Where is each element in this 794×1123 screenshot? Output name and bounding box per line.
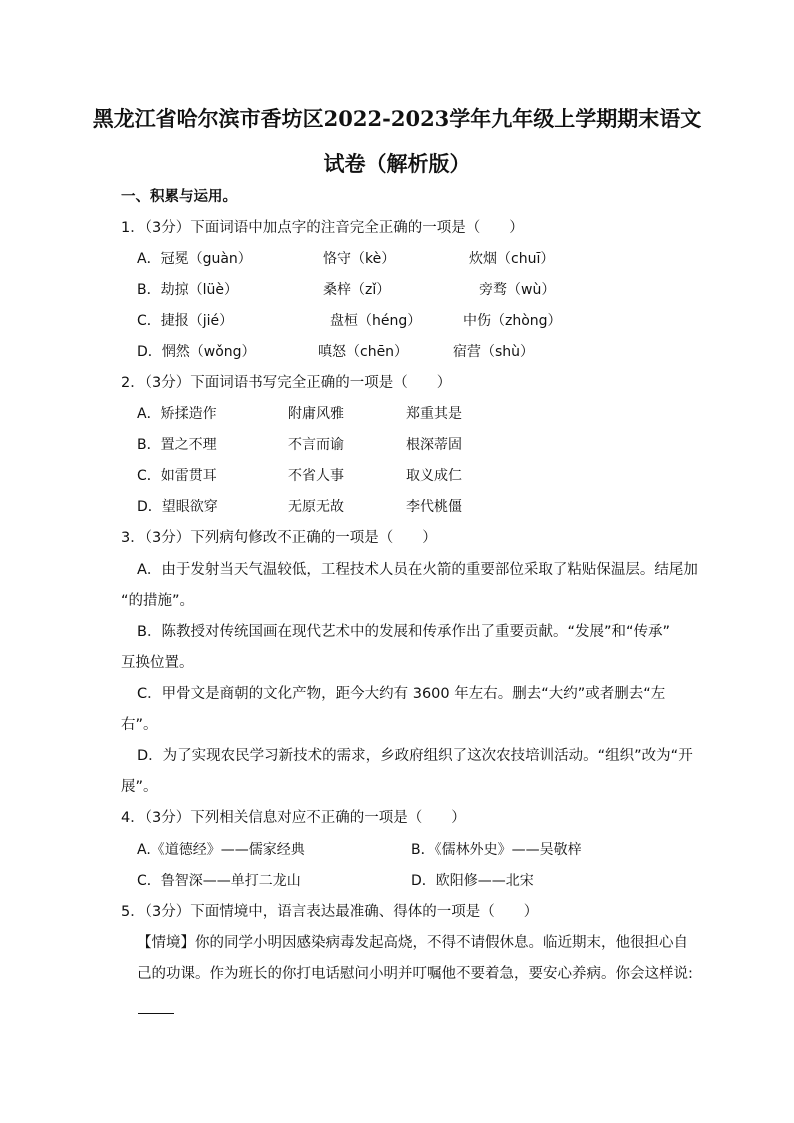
- section-heading: 一、积累与运用。: [121, 189, 237, 205]
- q3-option-d-line-2: 展”。: [121, 779, 158, 795]
- q1-option-a-word-3: 炊烟（chuī）: [469, 251, 555, 267]
- question-3-stem: 3．（3分）下列病句修改不正确的一项是（ ）: [121, 530, 437, 546]
- document-title-line-1: 黑龙江省哈尔滨市香坊区2022-2023学年九年级上学期期末语文: [92, 106, 702, 131]
- question-4-stem: 4．（3分）下列相关信息对应不正确的一项是（ ）: [121, 810, 466, 826]
- q2-option-c: C．如雷贯耳: [137, 468, 217, 484]
- q5-context-line-2: 己的功课。作为班长的你打电话慰问小明并叮嘱他不要着急，要安心养病。你会这样说:: [137, 966, 693, 982]
- q2-option-b-word-2: 不言而谕: [288, 437, 344, 453]
- q4-option-c: C．鲁智深——单打二龙山: [137, 873, 301, 889]
- answer-blank-line: [138, 1013, 174, 1014]
- q2-option-a-word-2: 附庸风雅: [288, 406, 344, 422]
- q1-option-d-word-3: 宿营（shù）: [453, 344, 535, 360]
- q3-option-b-line-1: B．陈教授对传统国画在现代艺术中的发展和传承作出了重要贡献。“发展”和“传承”: [137, 624, 670, 640]
- q4-option-b: B．《儒林外史》——吴敬梓: [411, 842, 582, 858]
- q1-option-a: A．冠冕（guàn）: [137, 251, 252, 267]
- q3-option-a-line-1: A．由于发射当天气温较低，工程技术人员在火箭的重要部位采取了粘贴保温层。结尾加: [137, 562, 698, 578]
- q3-option-a-line-2: “的措施”。: [121, 593, 195, 609]
- q2-option-d-word-3: 李代桃僵: [406, 499, 462, 515]
- q1-option-d-word-2: 嗔怒（chēn）: [318, 344, 409, 360]
- q1-option-c-word-3: 中伤（zhòng）: [463, 313, 562, 329]
- document-title-line-2: 试卷（解析版）: [323, 151, 471, 176]
- q1-option-b: B．劫掠（lüè）: [137, 282, 238, 298]
- q2-option-a: A．矫揉造作: [137, 406, 217, 422]
- q3-option-c-line-1: C．甲骨文是商朝的文化产物，距今大约有 3600 年左右。删去“大约”或者删去“左: [137, 686, 666, 702]
- q2-option-c-word-2: 不省人事: [288, 468, 344, 484]
- q2-option-b-word-3: 根深蒂固: [406, 437, 462, 453]
- q1-option-d: D．惘然（wǒng）: [137, 344, 256, 360]
- q4-option-d: D．欧阳修——北宋: [411, 873, 534, 889]
- q2-option-a-word-3: 郑重其是: [406, 406, 462, 422]
- q2-option-c-word-3: 取义成仁: [406, 468, 462, 484]
- question-5-stem: 5．（3分）下面情境中，语言表达最准确、得体的一项是（ ）: [121, 904, 539, 920]
- q2-option-d-word-2: 无原无故: [288, 499, 344, 515]
- q1-option-c: C．捷报（jié）: [137, 313, 234, 329]
- q5-context-line-1: 【情境】你的同学小明因感染病毒发起高烧，不得不请假休息。临近期末，他很担心自: [137, 935, 688, 951]
- q3-option-d-line-1: D．为了实现农民学习新技术的需求，乡政府组织了这次农技培训活动。“组织”改为“开: [137, 748, 693, 764]
- q1-option-a-word-2: 恪守（kè）: [323, 251, 396, 267]
- q4-option-a: A.《道德经》——儒家经典: [137, 842, 305, 858]
- question-2-stem: 2．（3分）下面词语书写完全正确的一项是（ ）: [121, 375, 452, 391]
- q2-option-b: B．置之不理: [137, 437, 217, 453]
- q2-option-d: D．望眼欲穿: [137, 499, 218, 515]
- q3-option-b-line-2: 互换位置。: [121, 655, 194, 671]
- q1-option-b-word-2: 桑梓（zǐ）: [323, 282, 391, 298]
- q1-option-c-word-2: 盘桓（héng）: [330, 313, 422, 329]
- q3-option-c-line-2: 右”。: [121, 717, 158, 733]
- question-1-stem: 1．（3分）下面词语中加点字的注音完全正确的一项是（ ）: [121, 220, 524, 236]
- q1-option-b-word-3: 旁骛（wù）: [479, 282, 556, 298]
